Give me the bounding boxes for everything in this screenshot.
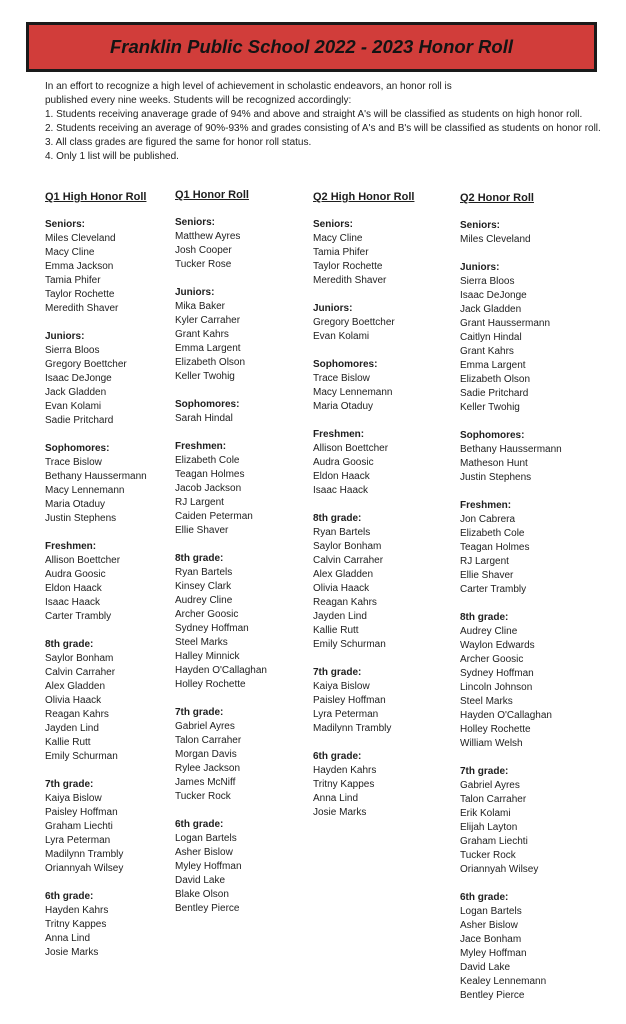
- student-name: Elijah Layton: [460, 822, 518, 833]
- grade-label: Juniors:: [460, 262, 500, 273]
- grade-group: [313, 218, 414, 288]
- student-name: Talon Carraher: [175, 735, 242, 746]
- student-name: Saylor Bonham: [313, 541, 382, 552]
- grade-group: [313, 750, 414, 820]
- student-name: Carter Trambly: [460, 584, 527, 595]
- student-name: Kaiya Bislow: [45, 793, 102, 804]
- student-name: Caiden Peterman: [175, 511, 253, 522]
- student-name: Asher Bislow: [460, 920, 518, 931]
- student-name: Olivia Haack: [45, 695, 102, 706]
- student-name: David Lake: [460, 962, 511, 973]
- page-title: Franklin Public School 2022 - 2023 Honor Roll: [110, 36, 513, 57]
- student-name: Sadie Pritchard: [45, 415, 114, 426]
- grade-label: Seniors:: [175, 217, 216, 228]
- student-name: Elizabeth Olson: [175, 357, 246, 368]
- grade-label: Seniors:: [460, 220, 501, 231]
- student-list: [175, 230, 267, 272]
- student-name: Steel Marks: [460, 696, 513, 707]
- student-name: Audrey Cline: [460, 626, 518, 637]
- column-heading: Q1 High Honor Roll: [45, 191, 147, 203]
- student-list: [460, 233, 562, 247]
- title-banner: [26, 22, 597, 72]
- student-name: Taylor Rochette: [313, 261, 383, 272]
- student-name: Meredith Shaver: [45, 303, 119, 314]
- student-name: Halley Minnick: [175, 651, 240, 662]
- student-list: [45, 904, 147, 960]
- student-name: Hayden Kahrs: [313, 765, 377, 776]
- student-name: Lincoln Johnson: [460, 682, 533, 693]
- column-heading: Q2 High Honor Roll: [313, 191, 415, 203]
- student-list: [313, 372, 414, 414]
- student-name: Macy Cline: [313, 233, 363, 244]
- student-name: Talon Carraher: [460, 794, 527, 805]
- student-name: Allison Boettcher: [313, 443, 389, 454]
- grade-label: 8th grade:: [460, 612, 509, 623]
- grade-label: 6th grade:: [175, 819, 224, 830]
- student-name: Blake Olson: [175, 889, 229, 900]
- student-name: Reagan Kahrs: [45, 709, 109, 720]
- grade-group: [460, 429, 562, 485]
- q1-high-honor-roll-column: [45, 190, 147, 974]
- intro-line: In an effort to recognize a high level of achievement in scholastic endeavors, an honor roll is: [45, 81, 452, 92]
- student-name: Matheson Hunt: [460, 458, 528, 469]
- student-name: Tucker Rock: [460, 850, 516, 861]
- student-name: Emma Largent: [175, 343, 241, 354]
- student-name: Lyra Peterman: [45, 835, 111, 846]
- grade-label: 6th grade:: [45, 891, 94, 902]
- grade-group: [460, 611, 562, 751]
- grade-label: 6th grade:: [460, 892, 509, 903]
- student-name: Emma Largent: [460, 360, 526, 371]
- student-name: Grant Kahrs: [460, 346, 514, 357]
- grade-group: [45, 890, 147, 960]
- student-name: Carter Trambly: [45, 611, 112, 622]
- student-name: Waylon Edwards: [460, 640, 535, 651]
- grade-group: [313, 666, 414, 736]
- grade-group: [175, 552, 267, 692]
- student-list: [175, 566, 267, 692]
- student-name: Emma Jackson: [45, 261, 114, 272]
- student-name: Hayden O'Callaghan: [175, 665, 267, 676]
- student-list: [175, 300, 267, 384]
- student-name: Madilynn Trambly: [313, 723, 392, 734]
- grade-label: Freshmen:: [460, 500, 512, 511]
- student-name: Tucker Rock: [175, 791, 231, 802]
- student-name: Olivia Haack: [313, 583, 370, 594]
- student-name: Eldon Haack: [313, 471, 370, 482]
- student-name: Miles Cleveland: [45, 233, 116, 244]
- student-name: Evan Kolami: [45, 401, 102, 412]
- grade-label: Seniors:: [45, 219, 86, 230]
- grade-label: Sophomores:: [460, 430, 525, 441]
- student-name: Isaac DeJonge: [45, 373, 112, 384]
- student-name: Archer Goosic: [460, 654, 524, 665]
- grade-group: [45, 778, 147, 876]
- grade-label: Juniors:: [175, 287, 215, 298]
- student-name: Maria Otaduy: [45, 499, 106, 510]
- q1-honor-roll-column: [175, 188, 267, 930]
- student-name: Justin Stephens: [45, 513, 117, 524]
- student-name: Tritny Kappes: [313, 779, 375, 790]
- student-name: Kallie Rutt: [45, 737, 91, 748]
- student-name: Jacob Jackson: [175, 483, 242, 494]
- student-list: [175, 412, 267, 426]
- student-name: Jack Gladden: [460, 304, 522, 315]
- student-list: [45, 344, 147, 428]
- student-name: Anna Lind: [313, 793, 359, 804]
- student-name: Emily Schurman: [313, 639, 386, 650]
- student-list: [45, 652, 147, 764]
- student-name: Myley Hoffman: [460, 948, 527, 959]
- student-list: [45, 554, 147, 624]
- student-name: Reagan Kahrs: [313, 597, 377, 608]
- student-name: Tucker Rose: [175, 259, 232, 270]
- student-name: Teagan Holmes: [460, 542, 530, 553]
- student-list: [175, 720, 267, 804]
- student-name: Macy Lennemann: [45, 485, 125, 496]
- student-name: Jayden Lind: [313, 611, 367, 622]
- student-name: William Welsh: [460, 738, 523, 749]
- student-name: Maria Otaduy: [313, 401, 374, 412]
- grade-label: Freshmen:: [175, 441, 227, 452]
- student-name: Macy Lennemann: [313, 387, 393, 398]
- student-list: [313, 680, 414, 736]
- grade-label: 6th grade:: [313, 751, 362, 762]
- grade-group: [175, 398, 267, 426]
- grade-label: Sophomores:: [175, 399, 240, 410]
- student-name: Evan Kolami: [313, 331, 370, 342]
- student-name: Matthew Ayres: [175, 231, 241, 242]
- student-name: Kallie Rutt: [313, 625, 359, 636]
- student-name: Tritny Kappes: [45, 919, 107, 930]
- student-name: Tamia Phifer: [45, 275, 101, 286]
- student-name: Ellie Shaver: [175, 525, 229, 536]
- student-name: Bentley Pierce: [175, 903, 240, 914]
- student-name: Morgan Davis: [175, 749, 237, 760]
- student-name: Sierra Bloos: [460, 276, 515, 287]
- grade-label: Sophomores:: [313, 359, 378, 370]
- grade-label: 7th grade:: [175, 707, 224, 718]
- student-list: [313, 526, 414, 652]
- student-name: Oriannyah Wilsey: [460, 864, 539, 875]
- student-name: Jayden Lind: [45, 723, 99, 734]
- student-list: [313, 442, 414, 498]
- student-name: Hayden O'Callaghan: [460, 710, 552, 721]
- student-list: [45, 232, 147, 316]
- grade-group: [460, 765, 562, 877]
- student-name: Hayden Kahrs: [45, 905, 109, 916]
- student-name: Kaiya Bislow: [313, 681, 370, 692]
- student-name: Sierra Bloos: [45, 345, 100, 356]
- student-name: Sadie Pritchard: [460, 388, 529, 399]
- student-name: Josh Cooper: [175, 245, 232, 256]
- intro-text: [45, 80, 605, 164]
- grade-label: Freshmen:: [45, 541, 97, 552]
- student-name: David Lake: [175, 875, 226, 886]
- student-name: Logan Bartels: [175, 833, 237, 844]
- student-name: Allison Boettcher: [45, 555, 121, 566]
- student-name: Mika Baker: [175, 301, 226, 312]
- student-name: RJ Largent: [460, 556, 509, 567]
- student-name: Isaac Haack: [313, 485, 369, 496]
- student-list: [460, 275, 562, 415]
- grade-group: [45, 638, 147, 764]
- student-name: Rylee Jackson: [175, 763, 241, 774]
- grade-group: [45, 218, 147, 316]
- grade-group: [175, 818, 267, 916]
- student-name: Teagan Holmes: [175, 469, 245, 480]
- student-name: Elizabeth Cole: [460, 528, 525, 539]
- column-heading: Q1 Honor Roll: [175, 189, 249, 201]
- student-name: Holley Rochette: [175, 679, 246, 690]
- grade-group: [313, 428, 414, 498]
- student-name: Keller Twohig: [460, 402, 520, 413]
- student-name: Miles Cleveland: [460, 234, 531, 245]
- student-list: [460, 625, 562, 751]
- student-name: Meredith Shaver: [313, 275, 387, 286]
- grade-label: 8th grade:: [45, 639, 94, 650]
- grade-group: [45, 442, 147, 526]
- student-name: Jon Cabrera: [460, 514, 516, 525]
- student-list: [45, 792, 147, 876]
- grade-label: 7th grade:: [460, 766, 509, 777]
- student-name: Ryan Bartels: [313, 527, 371, 538]
- student-name: Jace Bonham: [460, 934, 522, 945]
- student-name: Grant Kahrs: [175, 329, 229, 340]
- student-name: Kealey Lennemann: [460, 976, 547, 987]
- grade-label: Juniors:: [313, 303, 353, 314]
- grade-group: [45, 540, 147, 624]
- student-name: RJ Largent: [175, 497, 224, 508]
- student-name: Trace Bislow: [45, 457, 102, 468]
- student-name: Calvin Carraher: [45, 667, 116, 678]
- intro-line: 1. Students receiving anaverage grade of 94% and above and straight A's will be classified as students on high honor roll.: [45, 109, 583, 120]
- student-list: [313, 764, 414, 820]
- student-list: [175, 454, 267, 538]
- student-name: Caitlyn Hindal: [460, 332, 522, 343]
- student-name: Graham Liechti: [460, 836, 528, 847]
- student-name: Holley Rochette: [460, 724, 531, 735]
- grade-group: [313, 358, 414, 414]
- student-name: Alex Gladden: [45, 681, 106, 692]
- student-name: Madilynn Trambly: [45, 849, 124, 860]
- grade-group: [313, 302, 414, 344]
- grade-group: [460, 891, 562, 1003]
- student-name: Gregory Boettcher: [45, 359, 127, 370]
- student-name: Gabriel Ayres: [460, 780, 520, 791]
- student-name: Josie Marks: [313, 807, 367, 818]
- student-name: Paisley Hoffman: [45, 807, 118, 818]
- grade-group: [175, 216, 267, 272]
- grade-group: [460, 261, 562, 415]
- column-heading: Q2 Honor Roll: [460, 192, 534, 204]
- grade-group: [313, 512, 414, 652]
- student-name: Isaac DeJonge: [460, 290, 527, 301]
- student-name: Gabriel Ayres: [175, 721, 235, 732]
- student-name: Elizabeth Cole: [175, 455, 240, 466]
- student-name: Kinsey Clark: [175, 581, 232, 592]
- student-name: Bethany Haussermann: [45, 471, 147, 482]
- student-name: Lyra Peterman: [313, 709, 379, 720]
- student-name: Archer Goosic: [175, 609, 239, 620]
- student-list: [460, 905, 562, 1003]
- student-name: Paisley Hoffman: [313, 695, 386, 706]
- intro-line: published every nine weeks. Students will be recognized accordingly:: [45, 95, 352, 106]
- student-name: Sydney Hoffman: [460, 668, 534, 679]
- student-name: Grant Haussermann: [460, 318, 551, 329]
- student-name: Ellie Shaver: [460, 570, 514, 581]
- student-name: Trace Bislow: [313, 373, 370, 384]
- q2-honor-roll-column: [460, 191, 562, 1017]
- grade-group: [175, 440, 267, 538]
- student-name: Audrey Cline: [175, 595, 233, 606]
- student-name: Sydney Hoffman: [175, 623, 249, 634]
- student-list: [460, 779, 562, 877]
- student-name: Sarah Hindal: [175, 413, 233, 424]
- intro-line: 2. Students receiving an average of 90%-93% and grades consisting of A's and B's will be classified as students on honor roll.: [45, 123, 601, 134]
- grade-group: [175, 286, 267, 384]
- student-name: Emily Schurman: [45, 751, 118, 762]
- student-name: Audra Goosic: [45, 569, 106, 580]
- student-name: Keller Twohig: [175, 371, 235, 382]
- student-name: Taylor Rochette: [45, 289, 115, 300]
- student-name: Steel Marks: [175, 637, 228, 648]
- grade-label: Seniors:: [313, 219, 354, 230]
- student-name: Kyler Carraher: [175, 315, 241, 326]
- student-name: Justin Stephens: [460, 472, 532, 483]
- student-name: Logan Bartels: [460, 906, 522, 917]
- student-name: Alex Gladden: [313, 569, 374, 580]
- grade-group: [45, 330, 147, 428]
- student-name: Bentley Pierce: [460, 990, 525, 1001]
- grade-label: 8th grade:: [175, 553, 224, 564]
- student-list: [460, 513, 562, 597]
- student-name: Jack Gladden: [45, 387, 107, 398]
- grade-label: Freshmen:: [313, 429, 365, 440]
- intro-line: 3. All class grades are figured the same for honor roll status.: [45, 137, 312, 148]
- student-name: Graham Liechti: [45, 821, 113, 832]
- student-name: Bethany Haussermann: [460, 444, 562, 455]
- student-name: Isaac Haack: [45, 597, 101, 608]
- student-list: [313, 316, 414, 344]
- student-name: Erik Kolami: [460, 808, 511, 819]
- student-list: [313, 232, 414, 288]
- student-name: Oriannyah Wilsey: [45, 863, 124, 874]
- student-name: Anna Lind: [45, 933, 91, 944]
- student-name: Eldon Haack: [45, 583, 102, 594]
- grade-group: [460, 219, 562, 247]
- student-name: Elizabeth Olson: [460, 374, 531, 385]
- student-name: Gregory Boettcher: [313, 317, 395, 328]
- student-name: Audra Goosic: [313, 457, 374, 468]
- student-name: Myley Hoffman: [175, 861, 242, 872]
- grade-label: 7th grade:: [313, 667, 362, 678]
- student-name: Macy Cline: [45, 247, 95, 258]
- q2-high-honor-roll-column: [313, 190, 414, 834]
- student-name: Ryan Bartels: [175, 567, 233, 578]
- grade-label: Juniors:: [45, 331, 85, 342]
- student-name: James McNiff: [175, 777, 236, 788]
- grade-label: 8th grade:: [313, 513, 362, 524]
- student-name: Saylor Bonham: [45, 653, 114, 664]
- student-list: [460, 443, 562, 485]
- grade-label: 7th grade:: [45, 779, 94, 790]
- student-name: Calvin Carraher: [313, 555, 384, 566]
- grade-group: [460, 499, 562, 597]
- student-list: [175, 832, 267, 916]
- grade-label: Sophomores:: [45, 443, 110, 454]
- intro-line: 4. Only 1 list will be published.: [45, 151, 179, 162]
- student-name: Josie Marks: [45, 947, 99, 958]
- grade-group: [175, 706, 267, 804]
- student-name: Tamia Phifer: [313, 247, 369, 258]
- student-name: Asher Bislow: [175, 847, 233, 858]
- student-list: [45, 456, 147, 526]
